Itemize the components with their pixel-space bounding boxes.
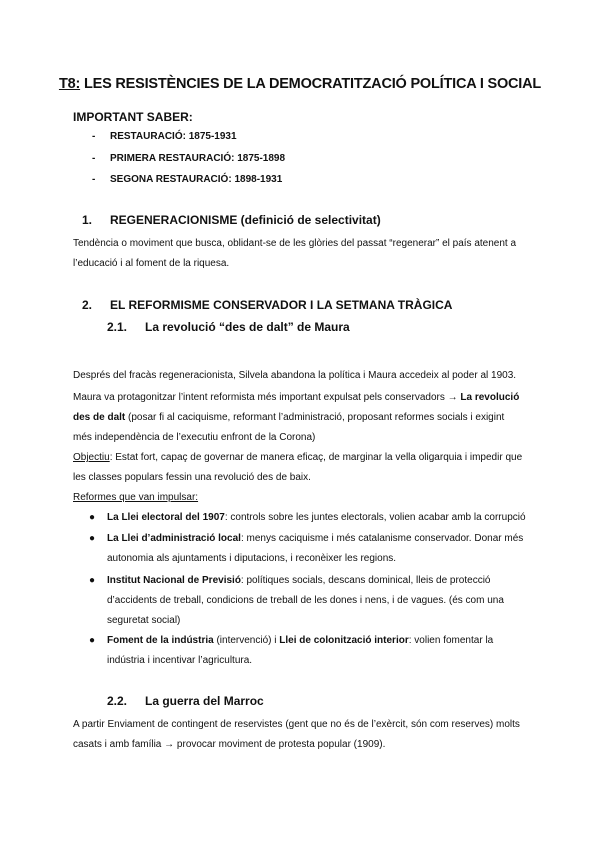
bullet-marker: ● — [89, 533, 96, 544]
dash-marker: - — [92, 153, 96, 164]
title-text: LES RESISTÈNCIES DE LA DEMOCRATITZACIÓ POLÍTICA I SOCIAL — [83, 76, 542, 92]
subsection-2-1-heading — [107, 320, 350, 334]
page-title — [0, 76, 600, 92]
subsection-title: La guerra del Marroc — [145, 694, 264, 708]
section-2-heading — [82, 298, 452, 312]
title-tag: T8: — [58, 76, 81, 92]
reform-item: La Llei electoral del 1907: controls sobre les juntes electorals, volien acabar amb la corrupció — [107, 512, 526, 523]
maura-paragraph: Maura va protagonitzar l’intent reformista més important expulsat pels conservadors → La revolució des de dalt (posar fi al caciquisme, reformant l’administració, proposant reformes socials i exigint més independència de l’executiu enfront de la Corona) — [73, 392, 520, 443]
reform-item: Foment de la indústria (intervenció) i Llei de colonització interior: volien fomentar la indústria i incentivar l’agricultura. — [107, 635, 494, 666]
fracas-paragraph: Després del fracàs regeneracionista, Silvela abandona la política i Maura accedeix al poder al 1903. — [73, 370, 517, 381]
important-item: - PRIMERA RESTAURACIÓ: 1875-1898 — [92, 153, 286, 164]
dash-marker: - — [92, 174, 96, 185]
regeneracionisme-paragraph: Tendència o moviment que busca, oblidant-se de les glòries del passat “regenerar” el país atenent a l’educació i al foment de la riquesa. — [73, 238, 517, 269]
subsection-2-2-heading — [107, 694, 264, 708]
section-title: REGENERACIONISME (definició de selectivitat) — [110, 213, 381, 227]
subsection-title: La revolució “des de dalt” de Maura — [145, 320, 350, 334]
marroc-paragraph: A partir Enviament de contingent de reservistes (gent que no és de l’exèrcit, són com reserves) molts casats i amb família → provocar moviment de protesta popular (1909). — [73, 719, 520, 750]
dash-marker: - — [92, 131, 96, 142]
important-item: - SEGONA RESTAURACIÓ: 1898-1931 — [92, 174, 283, 185]
section-number: 2. — [82, 298, 93, 312]
section-1-heading — [82, 213, 381, 227]
objectiu-label: Objectiu — [73, 452, 110, 463]
reform-item: La Llei d’administració local: menys caciquisme i més catalanisme conservador. Donar més autonomia als ajuntaments i diputacions, i reconèixer les regions. — [107, 533, 524, 564]
subsection-number: 2.1. — [107, 320, 128, 334]
important-heading: IMPORTANT SABER: — [73, 110, 193, 124]
section-title: EL REFORMISME CONSERVADOR I LA SETMANA TRÀGICA — [110, 298, 453, 312]
subsection-number: 2.2. — [107, 694, 128, 708]
reformes-label: Reformes que van impulsar: — [73, 492, 199, 503]
objectiu-paragraph: Objectiu: Estat fort, capaç de governar de manera eficaç, de marginar la vella oligarquia i impedir que les classes populars fessin una revolució des de baix. — [73, 452, 523, 483]
bullet-marker: ● — [89, 512, 96, 523]
section-number: 1. — [82, 213, 93, 227]
important-item: - RESTAURACIÓ: 1875-1931 — [92, 131, 237, 142]
reform-item: Institut Nacional de Previsió: polítiques socials, descans dominical, lleis de protecció d’accidents de treball, condicions de treball de les dones i nens, i de vagues. (és com una seguretat social) — [107, 575, 504, 626]
bullet-marker: ● — [89, 575, 96, 586]
bullet-marker: ● — [89, 635, 96, 646]
